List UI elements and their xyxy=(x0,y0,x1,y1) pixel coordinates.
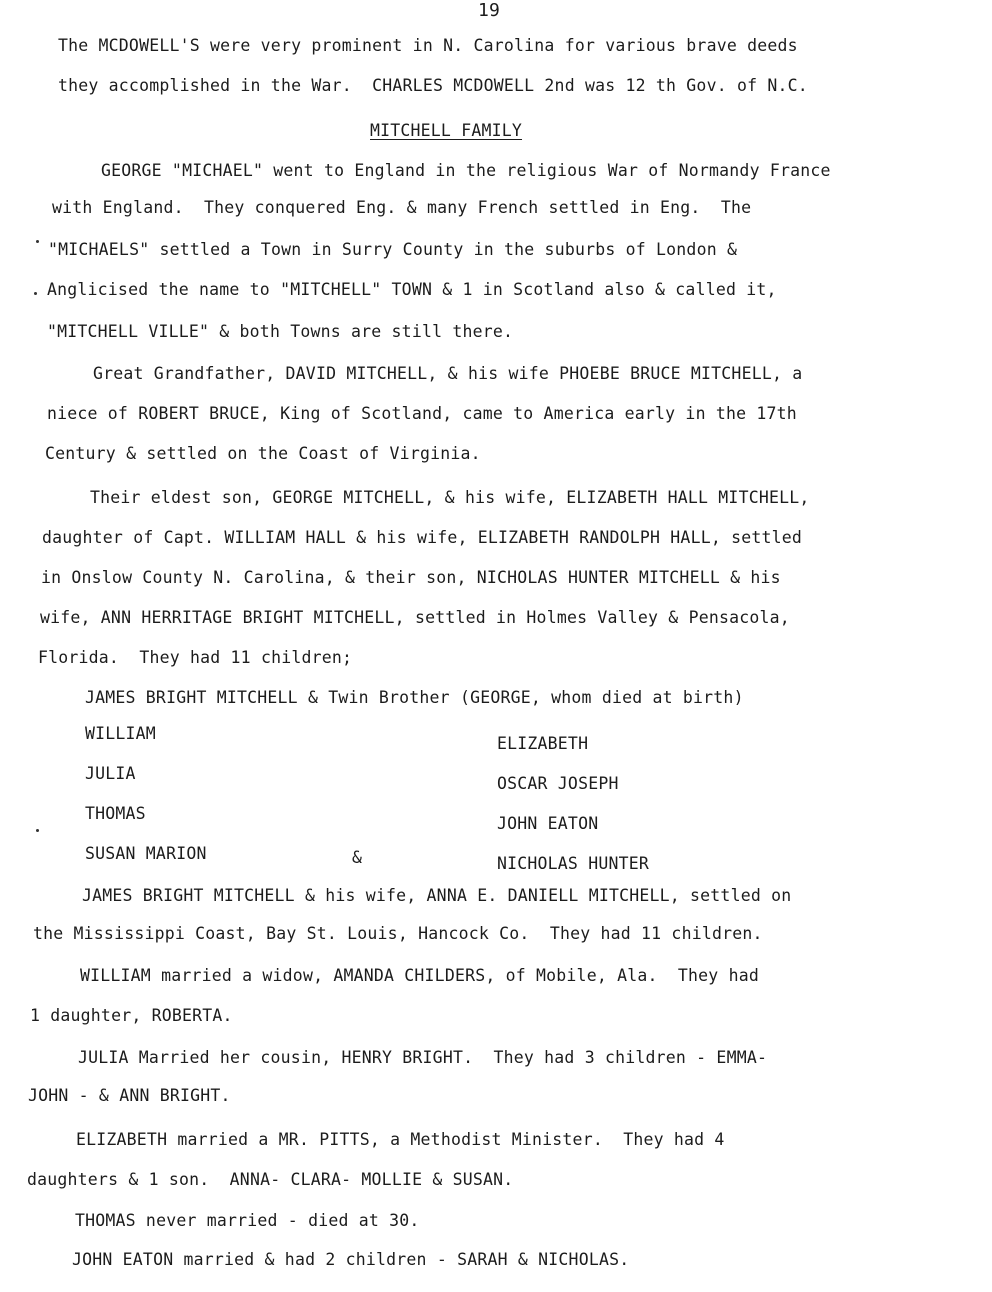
paragraph2-line-1: Great Grandfather, DAVID MITCHELL, & his wife PHOEBE BRUCE MITCHELL, a xyxy=(93,364,803,383)
paragraph1-line-5: "MITCHELL VILLE" & both Towns are still there. xyxy=(47,322,514,341)
child-left-1: WILLIAM xyxy=(85,724,156,743)
paragraph3-line-4: wife, ANN HERRITAGE BRIGHT MITCHELL, settled in Holmes Valley & Pensacola, xyxy=(40,608,790,627)
paragraph6-line-1: JULIA Married her cousin, HENRY BRIGHT. They had 3 children - EMMA- xyxy=(78,1048,768,1067)
paragraph7-line-2: daughters & 1 son. ANNA- CLARA- MOLLIE & SUSAN. xyxy=(27,1170,514,1189)
paragraph6-line-2: JOHN - & ANN BRIGHT. xyxy=(28,1086,231,1105)
paragraph9: JOHN EATON married & had 2 children - SARAH & NICHOLAS. xyxy=(72,1250,630,1269)
paragraph7-line-1: ELIZABETH married a MR. PITTS, a Methodist Minister. They had 4 xyxy=(76,1130,725,1149)
children-first-line: JAMES BRIGHT MITCHELL & Twin Brother (GEORGE, whom died at birth) xyxy=(85,688,744,707)
section-heading: MITCHELL FAMILY xyxy=(370,121,523,140)
scan-speck xyxy=(36,829,39,832)
scan-speck xyxy=(34,292,37,295)
paragraph2-line-2: niece of ROBERT BRUCE, King of Scotland, came to America early in the 17th xyxy=(47,404,797,423)
child-right-1: ELIZABETH xyxy=(497,734,589,753)
child-right-3: JOHN EATON xyxy=(497,814,599,833)
child-right-2: OSCAR JOSEPH xyxy=(497,774,619,793)
paragraph5-line-2: 1 daughter, ROBERTA. xyxy=(30,1006,233,1025)
child-left-4: SUSAN MARION xyxy=(85,844,207,863)
page-number: 19 xyxy=(478,0,501,21)
child-right-4: NICHOLAS HUNTER xyxy=(497,854,650,873)
scan-speck xyxy=(36,240,39,243)
paragraph1-line-2: with England. They conquered Eng. & many French settled in Eng. The xyxy=(52,198,752,217)
paragraph2-line-3: Century & settled on the Coast of Virginia. xyxy=(45,444,481,463)
child-left-2: JULIA xyxy=(85,764,136,783)
paragraph1-line-1: GEORGE "MICHAEL" went to England in the religious War of Normandy France xyxy=(101,161,831,180)
children-ampersand: & xyxy=(352,848,363,867)
paragraph3-line-2: daughter of Capt. WILLIAM HALL & his wife, ELIZABETH RANDOLPH HALL, settled xyxy=(42,528,803,547)
paragraph3-line-3: in Onslow County N. Carolina, & their son, NICHOLAS HUNTER MITCHELL & his xyxy=(41,568,781,587)
paragraph3-line-5: Florida. They had 11 children; xyxy=(38,648,353,667)
paragraph5-line-1: WILLIAM married a widow, AMANDA CHILDERS, of Mobile, Ala. They had xyxy=(80,966,759,985)
intro-line-1: The MCDOWELL'S were very prominent in N. Carolina for various brave deeds xyxy=(58,36,798,55)
intro-line-2: they accomplished in the War. CHARLES MCDOWELL 2nd was 12 th Gov. of N.C. xyxy=(58,76,808,95)
child-left-3: THOMAS xyxy=(85,804,146,823)
paragraph1-line-3: "MICHAELS" settled a Town in Surry County in the suburbs of London & xyxy=(48,240,738,259)
paragraph3-line-1: Their eldest son, GEORGE MITCHELL, & his wife, ELIZABETH HALL MITCHELL, xyxy=(90,488,810,507)
paragraph1-line-4: Anglicised the name to "MITCHELL" TOWN & 1 in Scotland also & called it, xyxy=(47,280,777,299)
paragraph4-line-1: JAMES BRIGHT MITCHELL & his wife, ANNA E. DANIELL MITCHELL, settled on xyxy=(82,886,792,905)
paragraph4-line-2: the Mississippi Coast, Bay St. Louis, Hancock Co. They had 11 children. xyxy=(33,924,763,943)
paragraph8: THOMAS never married - died at 30. xyxy=(75,1211,420,1230)
